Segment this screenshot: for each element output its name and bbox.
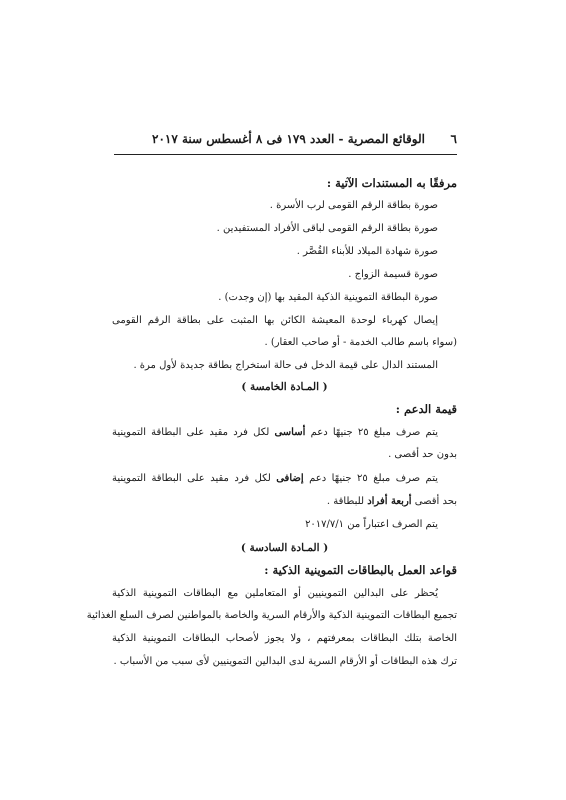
attachment-item: صورة بطاقة الرقم القومى لرب الأسرة . xyxy=(269,200,438,211)
rules-line: تجميع البطاقات التموينية الذكية والأرقام السرية والخاصة بالمواطنين لصرف السلع الغذائية xyxy=(86,610,457,621)
attachment-item: صورة بطاقة الرقم القومى لباقى الأفراد المستفيدين . xyxy=(216,223,438,234)
receipt-line-1: إيصال كهرباء لوحدة المعيشة الكائن بها المثبت على بطاقة الرقم القومى xyxy=(112,315,438,326)
attachment-item: صورة قسيمة الزواج . xyxy=(348,269,438,280)
subsidy-paragraph-2-end: بحد أقصى أربعة أفراد للبطاقة . xyxy=(326,496,457,507)
rules-line: يُحظر على البدالين التموينيين أو المتعاملين مع البطاقات التموينية الذكية xyxy=(112,588,438,599)
subsidy-paragraph-2: يتم صرف مبلغ ٢٥ جنيهًا دعم إضافى لكل فرد مقيد على البطاقة التموينية xyxy=(112,473,439,484)
attachment-item: صورة البطاقة التموينية الذكية المقيد بها (إن وجدت) . xyxy=(218,292,438,303)
rules-line: ترك هذه البطاقات أو الأرقام السرية لدى البدالين التموينيين لأى سبب من الأسباب . xyxy=(113,656,457,667)
article-5-title: ( المـادة الخامسة ) xyxy=(241,381,328,393)
attachments-heading: مرفقًا به المستندات الآتية : xyxy=(326,176,457,190)
disbursement-date: يتم الصرف اعتباراً من ٢٠١٧/٧/١ xyxy=(305,519,438,530)
subsidy-paragraph-1-end: بدون حد أقصى . xyxy=(388,449,457,460)
subsidy-paragraph-1: يتم صرف مبلغ ٢٥ جنيهًا دعم أساسى لكل فرد مقيد على البطاقة التموينية xyxy=(112,427,438,438)
running-header xyxy=(152,132,457,146)
rules-line: الخاصة بتلك البطاقات بمعرفتهم ، ولا يجوز لأصحاب البطاقات التموينية الذكية xyxy=(112,633,457,644)
attachment-item: صورة شهادة الميلاد للأبناء القُصَّر . xyxy=(296,246,438,257)
article-6-title: ( المـادة السادسة ) xyxy=(240,542,329,554)
subsidy-heading: قيمة الدعم : xyxy=(395,402,457,416)
smart-card-rules-heading: قواعد العمل بالبطاقات التموينية الذكية : xyxy=(264,563,457,577)
header-rule xyxy=(114,154,457,155)
page-number: ٦ xyxy=(450,132,457,146)
income-document: المستند الدال على قيمة الدخل فى حالة استخراج بطاقة جديدة لأول مرة . xyxy=(133,360,438,371)
header-title: الوقائع المصرية - العدد ١٧٩ فى ٨ أغسطس سنة ٢٠١٧ xyxy=(152,132,425,146)
receipt-line-2: (سواء باسم طالب الخدمة - أو صاحب العقار) . xyxy=(264,337,457,348)
